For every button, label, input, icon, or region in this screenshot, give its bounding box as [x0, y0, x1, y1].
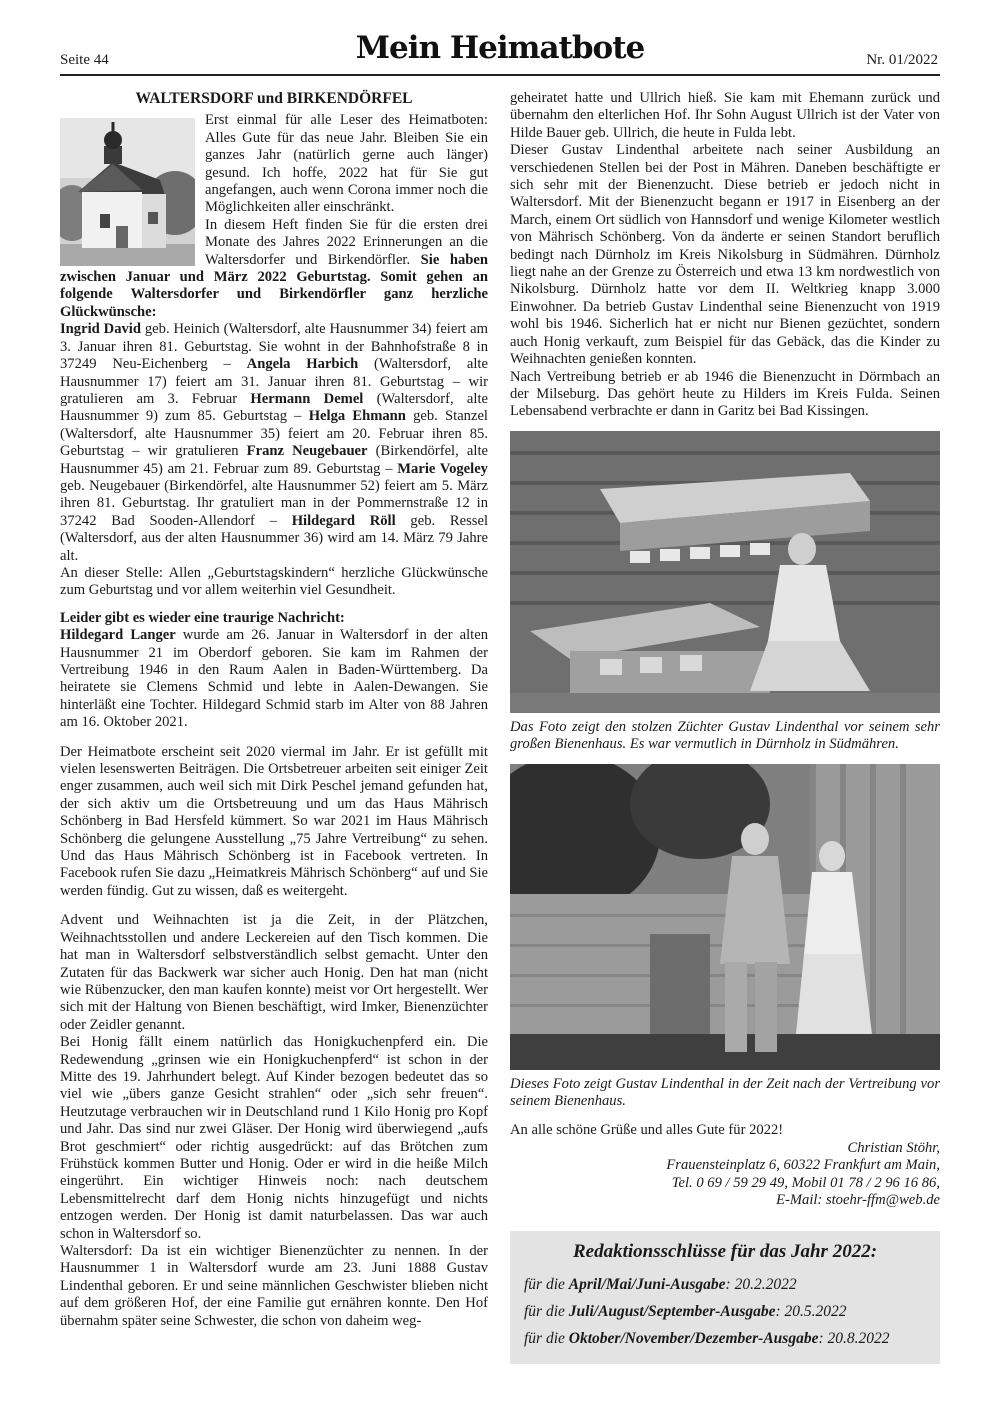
signature-name: Christian Stöhr,	[847, 1139, 940, 1156]
birthday-list: Ingrid David geb. Heinich (Waltersdorf, alte Hausnummer 34) feiert am 3. Januar ihren 81. Geburtstag. Sie wohnt in der Bahnhofstraße 8 in 37249 Neu-Eichenberg – Angela Harbich (Waltersdorf, alte Hausnummer 17) feiert am 31. Januar ihren 81. Geburtstag – wir gratulieren am 3. Februar Hermann Demel (Waltersdorf, alte Hausnummer 9) zum 85. Geburtstag – Helga Ehmann geb. Stanzel (Waltersdorf, alte Hausnummer 35) feiert am 20. Februar ihren 85. Geburtstag – wir gratulieren Franz Neugebauer (Birkendörfel, alte Hausnummer 45) am 21. Februar zum 89. Geburtstag – Marie Vogeley geb. Neugebauer (Birkendörfel, alte Hausnummer 52) feiert am 5. März ihren 81. Geburtstag. Ihr gratuliert man in der Pommernstraße 12 in 37242 Bad Sooden-Allendorf – Hildegard Röll geb. Ressel (Waltersdorf, aus der alten Hausnummer 36) wird am 14. März 79 Jahre alt.	[60, 321, 488, 564]
closing-greeting: An alle schöne Grüße und alles Gute für 2022!	[510, 1122, 784, 1139]
wishes-paragraph: An dieser Stelle: Allen „Geburtstagskindern“ herzliche Glückwünsche zum Geburtstag und vor allem weiterhin viel Gesundheit.	[60, 564, 488, 599]
issue-number: Nr. 01/2022	[866, 52, 938, 68]
intro-paragraph: Erst einmal für alle Leser des Heimatboten: Alles Gute für das neue Jahr. Bleiben Sie ein ganzes Jahr (natürlich gerne auch länger) gesund. Ich hoffe, 2022 hat für Sie gut angefangen, auch wenn Corona immer noch die Möglichkeiten aller einschränkt.	[205, 112, 488, 216]
left-column	[60, 90, 488, 1330]
gustav-paragraph: Dieser Gustav Lindenthal arbeitete nach seiner Ausbildung an verschiedenen Stellen bei der Post in Mähren. Daneben beschäftigte er sich sehr mit der Bienenzucht. Diese betrieb er jedoch nicht in Waltersdorf. Mit der Bienenzucht begann er 1917 in Eisenberg an der March, einem Ort südlich von Hannsdorf und wenige Kilometer westlich von Mährisch Schönberg. Von da änderte er seinen Standort beruflich bedingt nach Dürnholz im Kreis Nikolsburg in Südmähren. Dürnholz liegt nahe an der Grenze zu Österreich und etwa 13 km nordwestlich von Nikolsburg. Dürnholz hatte vor dem II. Weltkrieg knapp 3.000 Einwohner. Da betrieb Gustav Lindenthal seine Bienenzucht von 1919 wohl bis 1946. Sicherlich hat er nicht nur Bienen gezüchtet, sondern auch Honig verkauft, zum Beispiel für das Gebäck, das die Kinder zu Weihnachten genießen konnten.	[510, 142, 940, 368]
chapel-photo	[60, 118, 195, 266]
heimatbote-paragraph: Der Heimatbote erscheint seit 2020 viermal im Jahr. Er ist gefüllt mit vielen lesenswerten Beiträgen. Die Ortsbetreuer arbeiten seit einiger Zeit enger zusammen, auch weil sich mit Dirk Peschel jemand gefunden hat, der sich aktiv um die Ortsbetreuung und um das Haus Mährisch Schönberg in Bad Hersfeld kümmert. So war 2021 im Haus Mährisch Schönberg die gelungene Ausstellung „75 Jahre Vertreibung“ zu sehen. Und das Haus Mährisch Schönberg ist in Facebook vertreten. In Facebook rufen Sie dazu „Heimatkreis Mährisch Schönberg“ auf und Sie werden fündig. Gut zu wissen, daß es weitergeht.	[60, 743, 488, 899]
deadline-item: für die April/Mai/Juni-Ausgabe: 20.2.2022	[524, 1275, 797, 1293]
right-column	[510, 90, 940, 1364]
photo1-caption: Das Foto zeigt den stolzen Züchter Gustav Lindenthal vor seinem sehr großen Bienenhaus. Es war vermutlich in Dürnholz in Südmähren.	[510, 718, 940, 753]
deadlines-title: Redaktionsschlüsse für das Jahr 2022:	[572, 1241, 878, 1263]
honig-paragraph: Bei Honig fällt einem natürlich das Honigkuchenpferd ein. Die Redewendung „grinsen wie ein Honigkuchenpferd“ ist schon in der Mitte des 19. Jahrhundert belegt. Auf Kinder bezogen bedeutet das so viel wie „übers ganze Gesicht strahlen“ oder „sich sehr freuen“. Heutzutage verbrauchen wir in Deutschland rund 1 Kilo Honig pro Kopf und Jahr. Das sind nur zwei Gläser. Der Honig wird überwiegend „aufs Brot geschmiert“ oder richtig ausgedrückt: auf das Brötchen zum Frühstück kommen Butter und Honig. Oder er wird in die heiße Milch eingerührt. Ein wichtiger Hinweis noch: nach deutschem Lebensmittelrecht darf dem Honig nichts hinzugefügt und nichts entzogen werden. Der Honig ist damit naturbelassen. Das war auch schon in Waltersdorf so.	[60, 1034, 488, 1242]
header-rule	[60, 74, 940, 76]
birthday-intro: In diesem Heft finden Sie für die ersten drei Monate des Jahres 2022 Erinnerungen an die Waltersdorfer und Birkendörfler. Sie haben zwischen Januar und März 2022 Geburtstag. Somit gehen an folgende Waltersdorfer und Birkendörfler ganz herzliche Glückwünsche:	[60, 216, 488, 320]
advent-paragraph: Advent und Weihnachten ist ja die Zeit, in der Plätzchen, Weihnachtsstollen und andere Leckereien auf den Tisch kommen. Die hat man in Waltersdorf selbstverständlich selbst gemacht. Unter den Zutaten für das Backwerk war sicher auch Honig. Den hat man (nicht wie Rübenzucker, den man kaufen konnte) meist vor Ort hergestellt. Wer sich mit der Haltung von Bienen beschäftigt, wird Imker, Bienenzüchter oder Zeidler genannt.	[60, 912, 488, 1033]
deadline-item: für die Oktober/November/Dezember-Ausgabe: 20.8.2022	[524, 1329, 890, 1347]
beehouse-photo	[510, 431, 940, 713]
couple-beehouse-photo	[510, 764, 940, 1070]
deadlines-box	[510, 1231, 940, 1363]
lindenthal-paragraph: Waltersdorf: Da ist ein wichtiger Bienenzüchter zu nennen. In der Hausnummer 1 in Waltersdorf wurde am 23. Juni 1888 Gustav Lindenthal geboren. Er und seine männlichen Geschwister blieben nicht auf dem größeren Hof, der eine Familie gut ernähren konnte. Den Hof übernahm später seine Schwester, die schon von daheim weg-	[60, 1243, 488, 1329]
article-title: WALTERSDORF und BIRKENDÖRFEL	[135, 90, 413, 107]
signature-phone: Tel. 0 69 / 59 29 49, Mobil 01 78 / 2 96 16 86,	[671, 1174, 940, 1191]
obituary-paragraph: Hildegard Langer wurde am 26. Januar in Waltersdorf in der alten Hausnummer 21 im Oberdorf geboren. Sie kam im Rahmen der Vertreibung 1946 in den Raum Aalen in Baden-Württemberg. Da heiratete sie Clemens Schmid und lebte in Aalen-Dewangen. Sie hinterläßt eine Tochter. Hildegard Schmid starb im Alter von 88 Jahren am 16. Oktober 2021.	[60, 627, 488, 731]
deadline-item: für die Juli/August/September-Ausgabe: 20.5.2022	[524, 1302, 847, 1320]
vertreibung-paragraph: Nach Vertreibung betrieb er ab 1946 die Bienenzucht in Dörmbach an der Milseburg. Das gehört heute zu Hilders im Kreis Fulda. Seinen Lebensabend verbrachte er dann in Garitz bei Bad Kissingen.	[510, 368, 940, 420]
signature-address: Frauensteinplatz 6, 60322 Frankfurt am Main,	[666, 1157, 940, 1174]
continuation-paragraph: geheiratet hatte und Ullrich hieß. Sie kam mit Ehemann zurück und übernahm den elterlichen Hof. Ihr Sohn August Ullrich ist der Vater von Hilde Bauer geb. Ullrich, die heute in Fulda lebt.	[510, 90, 940, 141]
photo2-caption: Dieses Foto zeigt Gustav Lindenthal in der Zeit nach der Vertreibung vor seinem Bienenhaus.	[510, 1075, 940, 1109]
masthead-logo: Mein Heimatbote	[355, 30, 645, 66]
sad-news-heading: Leider gibt es wieder eine traurige Nachricht:	[60, 609, 345, 626]
signature-email: E-Mail: stoehr-ffm@web.de	[776, 1191, 940, 1208]
page-number: Seite 44	[60, 52, 109, 68]
